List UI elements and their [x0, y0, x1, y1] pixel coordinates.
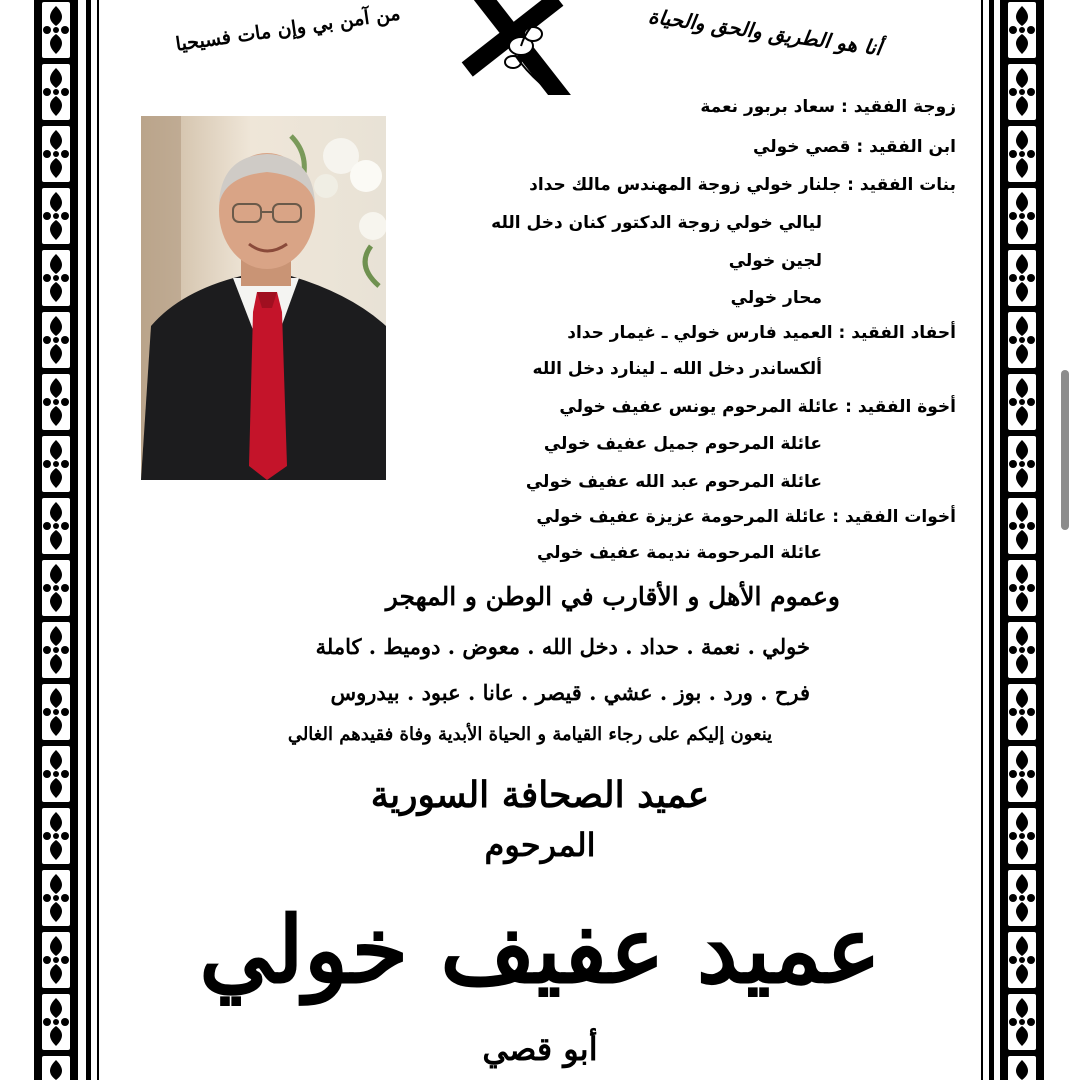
daughters-line-2: ليالي خولي زوجة الدكتور كنان دخل الله	[491, 213, 822, 233]
scrollbar-thumb[interactable]	[1061, 370, 1069, 530]
sisters-line-1: أخوات الفقيد : عائلة المرحومة عزيزة عفيف خولي	[536, 507, 956, 527]
daughters-line-3: لجين خولي	[728, 251, 822, 271]
wife-line: زوجة الفقيد : سعاد بربور نعمة	[700, 97, 956, 117]
daughters-line-4: محار خولي	[730, 288, 822, 308]
cross-icon	[455, 0, 590, 95]
brothers-line-1: أخوة الفقيد : عائلة المرحوم يونس عفيف خولي	[559, 397, 956, 417]
border-rule-right-thick	[989, 0, 994, 1080]
deceased-name: عميد عفيف خولي	[199, 896, 881, 1004]
announcement-line: ينعون إليكم على رجاء القيامة و الحياة الأبدية وفاة فقيدهم الغالي	[287, 724, 773, 745]
brothers-line-2: عائلة المرحوم جميل عفيف خولي	[543, 434, 822, 454]
daughters-line-1: بنات الفقيد : جلنار خولي زوجة المهندس مالك حداد	[529, 175, 956, 195]
border-rule-right-thin	[981, 0, 983, 1080]
verse-left: من آمن بي وإن مات فسيحيا	[174, 2, 402, 56]
deceased-kunya: أبو قصي	[482, 1030, 598, 1068]
brothers-line-3: عائلة المرحوم عبد الله عفيف خولي	[525, 472, 822, 492]
portrait-photo	[141, 116, 386, 480]
son-line: ابن الفقيد : قصي خولي	[753, 137, 956, 157]
late-label: المرحوم	[484, 826, 596, 864]
grandchildren-line-2: ألكساندر دخل الله ـ لينارد دخل الله	[532, 359, 822, 379]
border-rule-left-thick	[86, 0, 91, 1080]
families-line-2: فرح . ورد . بوز . عشي . قيصر . عانا . عبود . بيدروس	[330, 680, 810, 705]
families-line-1: خولي . نعمة . حداد . دخل الله . معوض . دوميط . كاملة	[315, 634, 810, 659]
deceased-title: عميد الصحافة السورية	[370, 774, 710, 816]
relatives-line: وعموم الأهل و الأقارب في الوطن و المهجر	[385, 582, 840, 611]
sisters-line-2: عائلة المرحومة نديمة عفيف خولي	[536, 543, 822, 563]
ornamental-border-right	[1000, 0, 1044, 1080]
ornamental-border-left	[34, 0, 78, 1080]
verse-right: أنا هو الطريق والحق والحياة	[646, 3, 884, 61]
grandchildren-line-1: أحفاد الفقيد : العميد فارس خولي ـ غيمار حداد	[567, 323, 956, 343]
border-rule-left-thin	[97, 0, 99, 1080]
